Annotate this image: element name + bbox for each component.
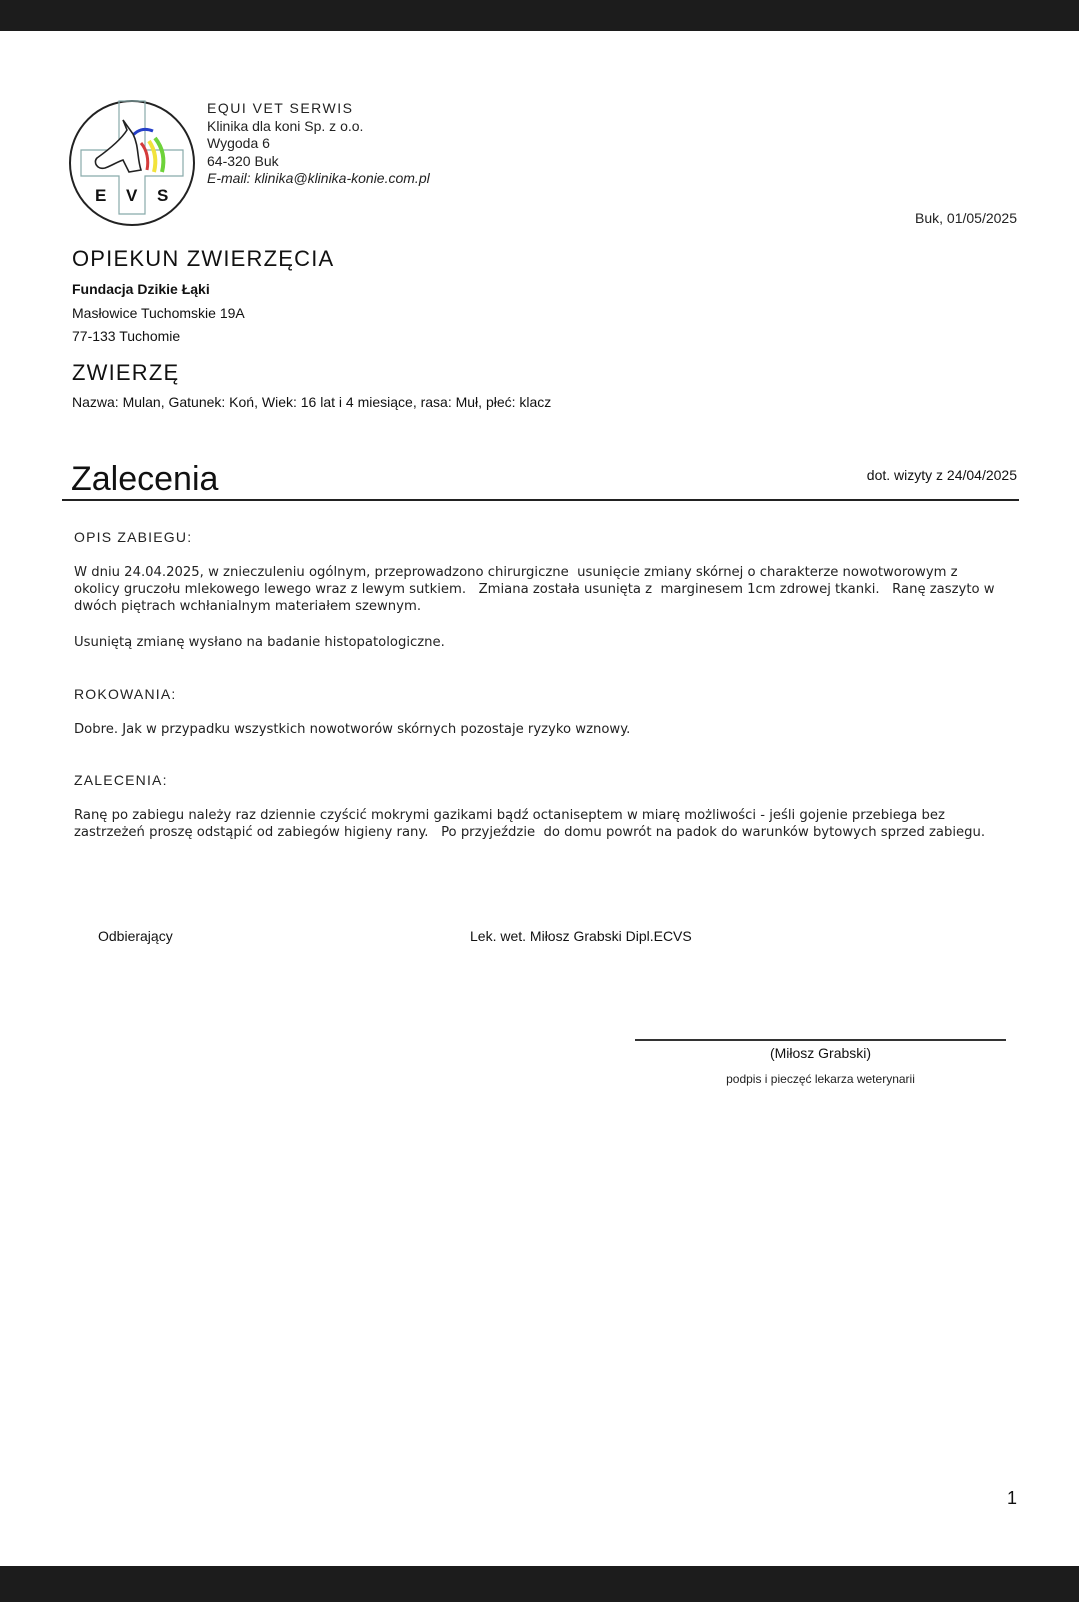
title-divider [62,499,1019,501]
procedure-label: OPIS ZABIEGU: [74,529,193,545]
document-title: Zalecenia [71,460,219,498]
clinic-email: E-mail: klinika@klinika-konie.com.pl [207,170,430,186]
vet-name: Lek. wet. Miłosz Grabski Dipl.ECVS [470,928,692,944]
document-date: Buk, 01/05/2025 [915,210,1017,226]
clinic-street: Wygoda 6 [207,135,270,151]
logo-letter-s: S [157,186,169,205]
prognosis-label: ROKOWANIA: [74,686,177,702]
clinic-company: Klinika dla koni Sp. z o.o. [207,117,364,134]
prognosis-text: Dobre. Jak w przypadku wszystkich nowotworów skórnych pozostaje ryzyko wznowy. [74,722,631,737]
clinic-header [207,100,430,188]
visit-reference: dot. wizyty z 24/04/2025 [866,467,1017,483]
owner-address-street: Masłowice Tuchomskie 19A [72,305,245,321]
recommendations-text [74,807,1004,841]
bottom-bar [0,1566,1079,1602]
logo-letter-e: E [95,186,107,205]
receiver-label: Odbierający [98,928,173,944]
signer-name: (Miłosz Grabski) [769,1045,872,1061]
procedure-text-2: Usuniętą zmianę wysłano na badanie histopatologiczne. [74,635,445,650]
clinic-city: 64-320 Buk [207,152,279,169]
recommendations-label: ZALECENIA: [74,772,168,788]
top-bar [0,0,1079,31]
procedure-text [74,564,1004,615]
animal-heading: ZWIERZĘ [72,360,180,385]
signature-line [635,1039,1006,1041]
owner-heading: OPIEKUN ZWIERZĘCIA [72,246,335,271]
animal-description: Nazwa: Mulan, Gatunek: Koń, Wiek: 16 lat i 4 miesiące, rasa: Muł, płeć: klacz [72,394,552,410]
owner-name: Fundacja Dzikie Łąki [72,281,210,297]
evs-logo [67,98,197,228]
page-number: 1 [1006,1488,1017,1508]
procedure-text-body: W dniu 24.04.2025, w znieczuleniu ogólnym, przeprowadzono chirurgiczne usunięcie zmiany skórnej o charakterze nowotworowym z okolicy gruczołu mlekowego lewego wraz z lewym sutkiem. Zmiana została usunięta z marginesem 1cm zdrowej tkanki. Ranę zaszyto w dwóch piętrach wchłanialnym materiałem szewnym. [74,565,999,614]
clinic-name: EQUI VET SERWIS [207,100,354,116]
recommendations-text-body: Ranę po zabiegu należy raz dziennie czyścić mokrymi gazikami bądź octaniseptem w miarę możliwości - jeśli gojenie przebiega bez zastrzeżeń proszę odstąpić od zabiegów higieny rany. Po przyjeździe do domu powrót na padok do warunków bytowych sprzed zabiegu. [74,808,986,840]
owner-address-city: 77-133 Tuchomie [72,328,181,344]
signature-caption: podpis i pieczęć lekarza weterynarii [726,1072,915,1086]
logo-letter-v: V [126,186,138,205]
